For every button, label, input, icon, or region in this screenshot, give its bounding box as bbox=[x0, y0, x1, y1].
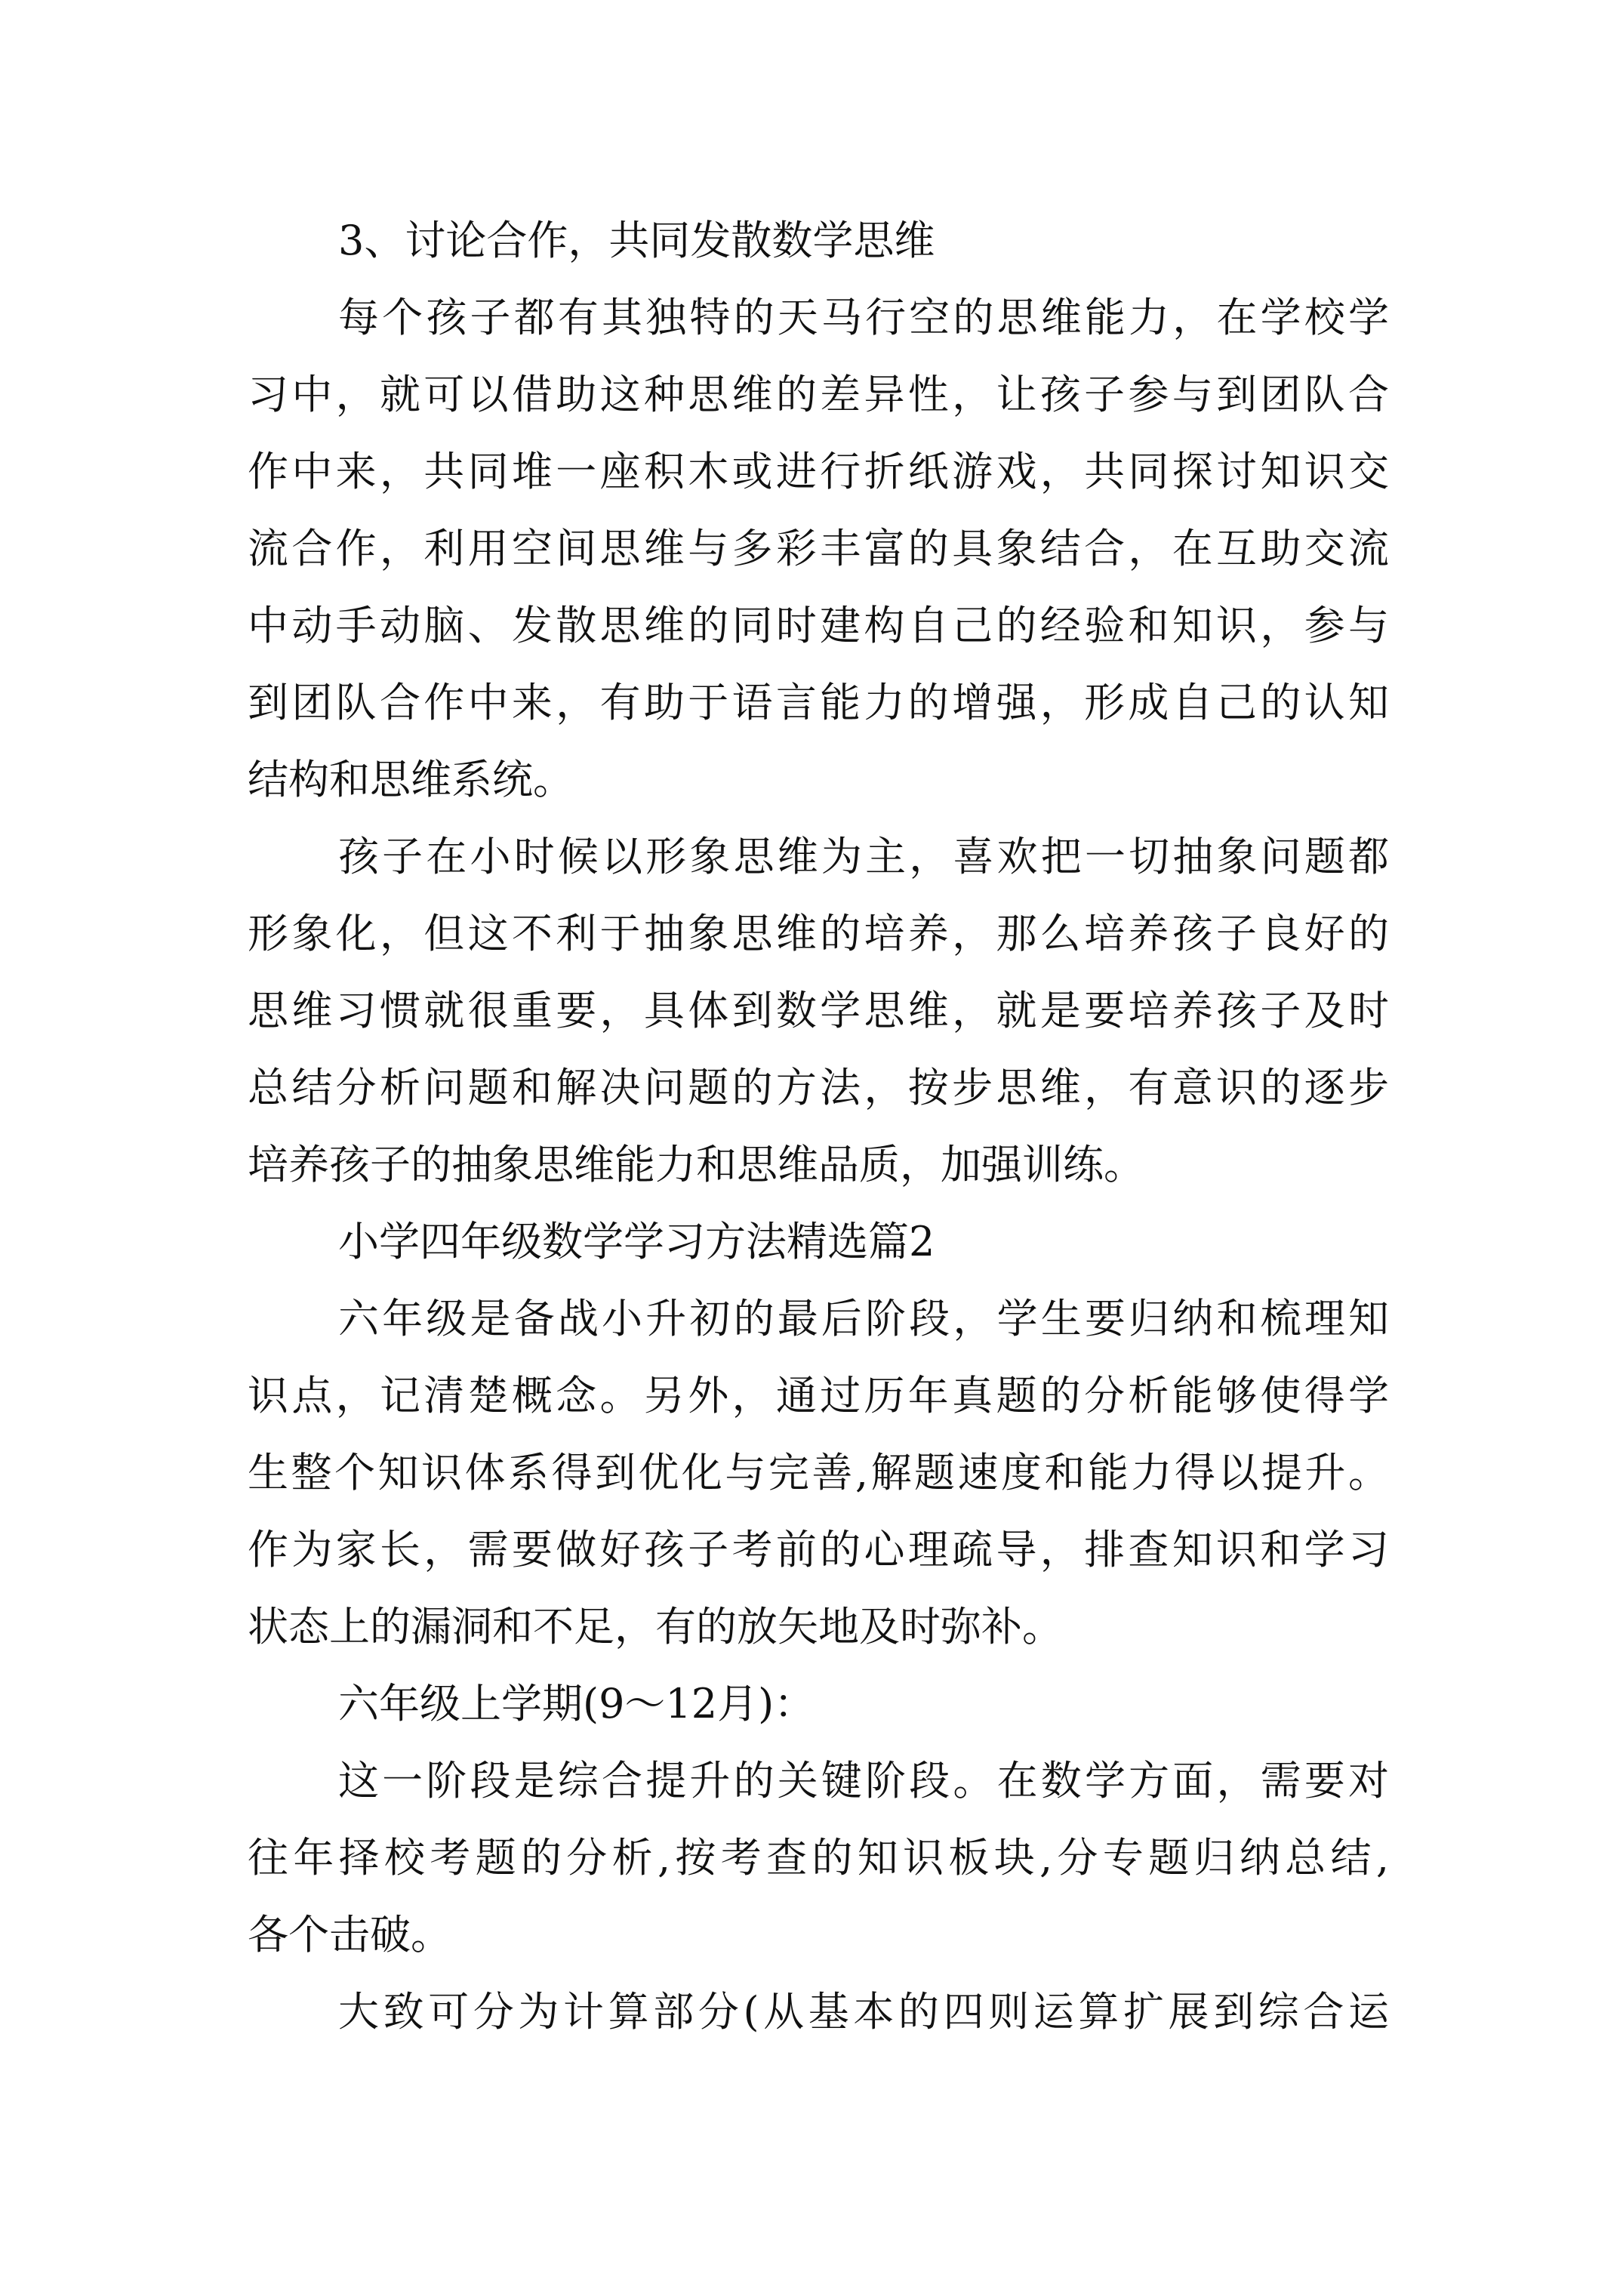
paragraph-line: 孩子在小时候以形象思维为主，喜欢把一切抽象问题都 bbox=[338, 833, 1389, 880]
paragraph-line: 形象化，但这不利于抽象思维的培养，那么培养孩子良好的 bbox=[248, 910, 1389, 957]
paragraph-line: 中动手动脑、发散思维的同时建构自己的经验和知识，参与 bbox=[248, 602, 1389, 649]
paragraph-line: 大致可分为计算部分(从基本的四则运算扩展到综合运 bbox=[338, 1988, 1389, 2036]
paragraph-line: 这一阶段是综合提升的关键阶段。在数学方面，需要对 bbox=[338, 1757, 1389, 1804]
paragraph-line: 往年择校考题的分析,按考查的知识板块,分专题归纳总结, bbox=[248, 1834, 1389, 1881]
paragraph-line: 各个击破。 bbox=[248, 1911, 451, 1959]
paragraph-line: 思维习惯就很重要，具体到数学思维，就是要培养孩子及时 bbox=[248, 987, 1389, 1034]
paragraph-line: 生整个知识体系得到优化与完善,解题速度和能力得以提升。 bbox=[248, 1449, 1389, 1496]
paragraph-line: 总结分析问题和解决问题的方法，按步思维，有意识的逐步 bbox=[248, 1064, 1389, 1111]
paragraph-line: 结构和思维系统。 bbox=[248, 756, 574, 803]
section-heading-3: 3、讨论合作，共同发散数学思维 bbox=[338, 217, 935, 264]
section-heading-2: 小学四年级数学学习方法精选篇2 bbox=[338, 1218, 935, 1265]
document-body bbox=[248, 202, 1389, 2051]
paragraph-line: 六年级是备战小升初的最后阶段，学生要归纳和梳理知 bbox=[338, 1295, 1389, 1342]
subheading-term: 六年级上学期(9～12月)： bbox=[338, 1680, 815, 1727]
paragraph-line: 习中，就可以借助这种思维的差异性，让孩子参与到团队合 bbox=[248, 371, 1389, 418]
paragraph-line: 状态上的漏洞和不足，有的放矢地及时弥补。 bbox=[248, 1603, 1063, 1650]
paragraph-line: 每个孩子都有其独特的天马行空的思维能力，在学校学 bbox=[338, 294, 1389, 341]
paragraph-line: 作为家长，需要做好孩子考前的心理疏导，排查知识和学习 bbox=[248, 1526, 1389, 1573]
paragraph-line: 作中来，共同堆一座积木或进行折纸游戏，共同探讨知识交 bbox=[248, 448, 1389, 495]
paragraph-line: 识点，记清楚概念。另外，通过历年真题的分析能够使得学 bbox=[248, 1372, 1389, 1419]
paragraph-line: 到团队合作中来，有助于语言能力的增强，形成自己的认知 bbox=[248, 679, 1389, 726]
paragraph-line: 培养孩子的抽象思维能力和思维品质，加强训练。 bbox=[248, 1141, 1144, 1188]
paragraph-line: 流合作，利用空间思维与多彩丰富的具象结合，在互助交流 bbox=[248, 525, 1389, 572]
